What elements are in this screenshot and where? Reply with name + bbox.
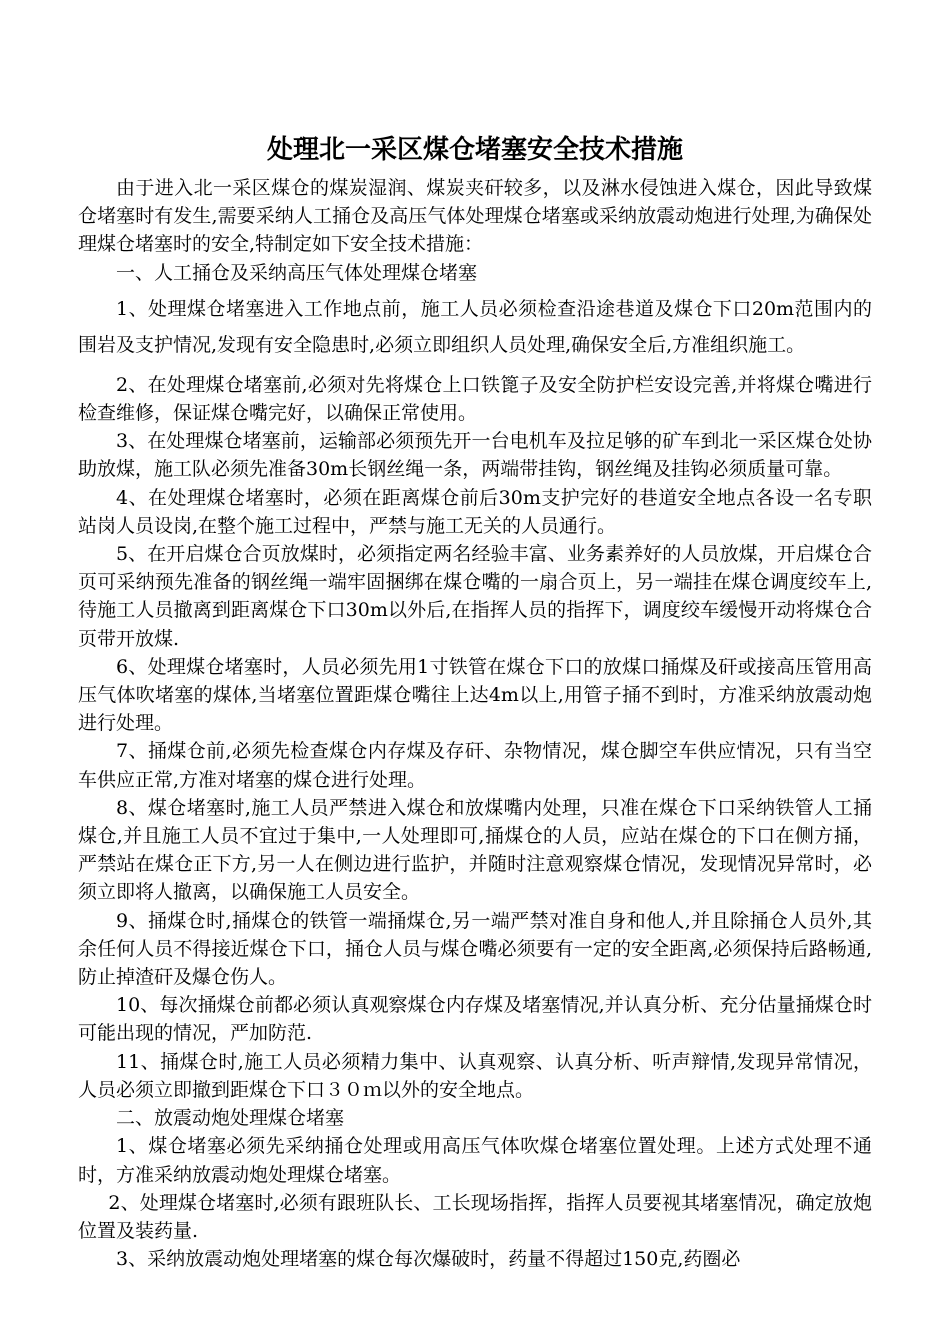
paragraph-1-9: 9、捅煤仓时,捅煤仓的铁管一端捅煤仓,另一端严禁对准自身和他人,并且除捅仓人员外,其余任何人员不得接近煤仓下口，捅仓人员与煤仓嘴必须要有一定的安全距离,必须保持后路畅通,防止掉渣矸及爆仓伤人。	[78, 909, 872, 989]
paragraph-1-4: 4、在处理煤仓堵塞时，必须在距离煤仓前后30m支护完好的巷道安全地点各设一名专职站岗人员设岗,在整个施工过程中，严禁与施工无关的人员通行。	[78, 486, 872, 537]
paragraph-1-8: 8、煤仓堵塞时,施工人员严禁进入煤仓和放煤嘴内处理，只准在煤仓下口采纳铁管人工捅煤仓,并且施工人员不宜过于集中,一人处理即可,捅煤仓的人员，应站在煤仓的下口在侧方捅，严禁站在煤仓正下方,另一人在侧边进行监护，并随时注意观察煤仓情况，发现情况异常时，必须立即将人撤离，以确保施工人员安全。	[78, 796, 872, 904]
paragraph-2-1: 1、煤仓堵塞必须先采纳捅仓处理或用高压气体吹煤仓堵塞位置处理。上述方式处理不通时，方准采纳放震动炮处理煤仓堵塞。	[78, 1135, 872, 1186]
paragraph-1-10: 10、每次捅煤仓前都必须认真观察煤仓内存煤及堵塞情况,并认真分析、充分估量捅煤仓时可能出现的情况，严加防范.	[78, 994, 872, 1045]
paragraph-2-3: 3、采纳放震动炮处理堵塞的煤仓每次爆破时，药量不得超过150克,药圈必	[116, 1248, 741, 1271]
paragraph-2-2: 2、处理煤仓堵塞时,必须有跟班队长、工长现场指挥，指挥人员要视其堵塞情况，确定放炮位置及装药量.	[78, 1191, 872, 1242]
section-heading-1: 一、人工捅仓及采纳高压气体处理煤仓堵塞	[116, 261, 478, 284]
intro-paragraph: 由于进入北一采区煤仓的煤炭湿润、煤炭夹矸较多，以及淋水侵蚀进入煤仓，因此导致煤仓堵塞时有发生,需要采纳人工捅仓及高压气体处理煤仓堵塞或采纳放震动炮进行处理,为确保处理煤仓堵塞时的安全,特制定如下安全技术措施：	[78, 177, 872, 256]
document-body	[78, 174, 872, 1273]
paragraph-1-2: 2、在处理煤仓堵塞前,必须对先将煤仓上口铁篦子及安全防护栏安设完善,并将煤仓嘴进行检查维修，保证煤仓嘴完好，以确保正常使用。	[78, 373, 872, 425]
section-heading-2: 二、放震动炮处理煤仓堵塞	[116, 1107, 345, 1130]
paragraph-1-11: 11、捅煤仓时,施工人员必须精力集中、认真观察、认真分析、听声辩情,发现异常情况，人员必须立即撤到距煤仓下口３０ｍ以外的安全地点。	[78, 1050, 872, 1101]
paragraph-1-7: 7、捅煤仓前,必须先检查煤仓内存煤及存矸、杂物情况，煤仓脚空车供应情况，只有当空车供应正常,方准对堵塞的煤仓进行处理。	[78, 740, 872, 791]
paragraph-1-6: 6、处理煤仓堵塞时，人员必须先用1寸铁管在煤仓下口的放煤口捅煤及矸或接高压管用高压气体吹堵塞的煤体,当堵塞位置距煤仓嘴往上达4m以上,用管子捅不到时，方准采纳放震动炮进行处理。	[78, 655, 872, 735]
paragraph-1-3: 3、在处理煤仓堵塞前，运输部必须预先开一台电机车及拉足够的矿车到北一采区煤仓处协助放煤，施工队必须先准备30m长钢丝绳一条，两端带挂钩，钢丝绳及挂钩必须质量可靠。	[78, 430, 872, 481]
document-title: 处理北一采区煤仓堵塞安全技术措施	[266, 135, 683, 165]
paragraph-1-1: 1、处理煤仓堵塞进入工作地点前，施工人员必须检查沿途巷道及煤仓下口20m范围内的围岩及支护情况,发现有安全隐患时,必须立即组织人员处理,确保安全后,方准组织施工。	[78, 297, 872, 356]
paragraph-1-5: 5、在开启煤仓合页放煤时，必须指定两名经验丰富、业务素养好的人员放煤，开启煤仓合页可采纳预先准备的钢丝绳一端牢固捆绑在煤仓嘴的一扇合页上，另一端挂在煤仓调度绞车上,待施工人员撤离到距离煤仓下口30m以外后,在指挥人员的指挥下，调度绞车缓慢开动将煤仓合页带开放煤.	[78, 543, 872, 650]
